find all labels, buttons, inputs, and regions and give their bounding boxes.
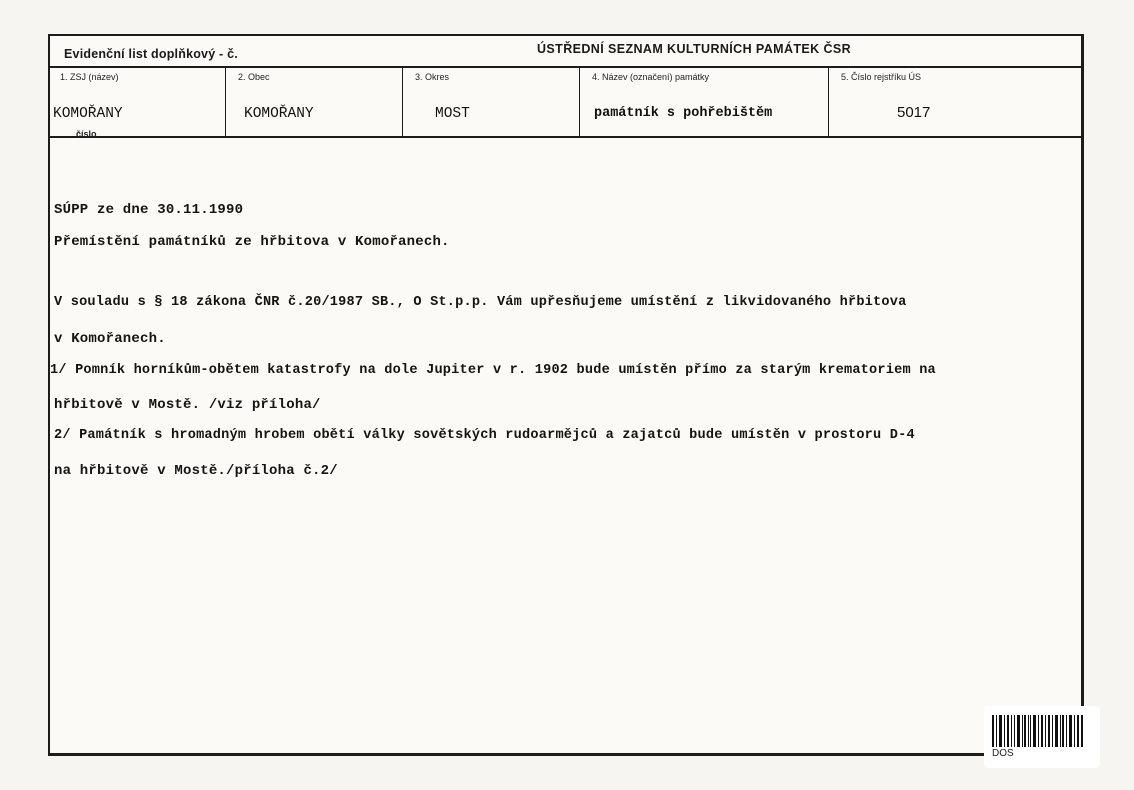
card-header (50, 36, 1081, 68)
body-line-1: SÚPP ze dne 30.11.1990 (54, 202, 244, 218)
field-okres-label: 3. Okres (415, 72, 450, 82)
supplementary-sheet-title: Evidenční list doplňkový - č. (64, 47, 238, 61)
body-line-4: v Komořanech. (54, 331, 166, 347)
field-nazev (580, 66, 829, 136)
register-title: ÚSTŘEDNÍ SEZNAM KULTURNÍCH PAMÁTEK ČSR (537, 42, 852, 56)
field-obec (226, 66, 403, 136)
record-card (48, 34, 1084, 756)
field-okres (403, 66, 580, 136)
barcode-label: DOS (992, 748, 1014, 759)
field-zsj-number-label: číslo (76, 129, 97, 139)
fields-row (50, 66, 1081, 138)
field-nazev-label: 4. Název (označení) památky (592, 72, 710, 82)
body-line-7: 2/ Památník s hromadným hrobem obětí války sovětských rudoarmějců a zajatců bude umístěn v prostoru D-4 (54, 428, 915, 443)
barcode-icon (992, 715, 1084, 747)
field-rejstrik-label: 5. Číslo rejstříku ÚS (841, 72, 922, 82)
field-zsj (50, 66, 226, 139)
barcode-sticker (984, 706, 1100, 768)
body-line-5: 1/ Pomník horníkům-obětem katastrofy na dole Jupiter v r. 1902 bude umístěn přímo za starým krematoriem na (50, 363, 936, 378)
field-nazev-value: památník s pohřebištěm (594, 106, 773, 121)
field-zsj-label: 1. ZSJ (název) (60, 72, 119, 82)
body-line-2: Přemístění památníků ze hřbitova v Komořanech. (54, 234, 450, 250)
field-zsj-value: KOMOŘANY (53, 106, 123, 122)
body-line-6: hřbitově v Mostě. /viz příloha/ (54, 397, 321, 413)
field-rejstrik (829, 66, 1084, 136)
field-obec-value: KOMOŘANY (244, 106, 314, 122)
body-line-3: V souladu s § 18 zákona ČNR č.20/1987 SB., O St.p.p. Vám upřesňujeme umístění z likvidovaného hřbitova (54, 295, 907, 310)
body-line-8: na hřbitově v Mostě./příloha č.2/ (54, 463, 338, 479)
field-obec-label: 2. Obec (238, 72, 270, 82)
field-okres-value: MOST (435, 106, 470, 122)
field-rejstrik-value: 5017 (897, 104, 931, 121)
